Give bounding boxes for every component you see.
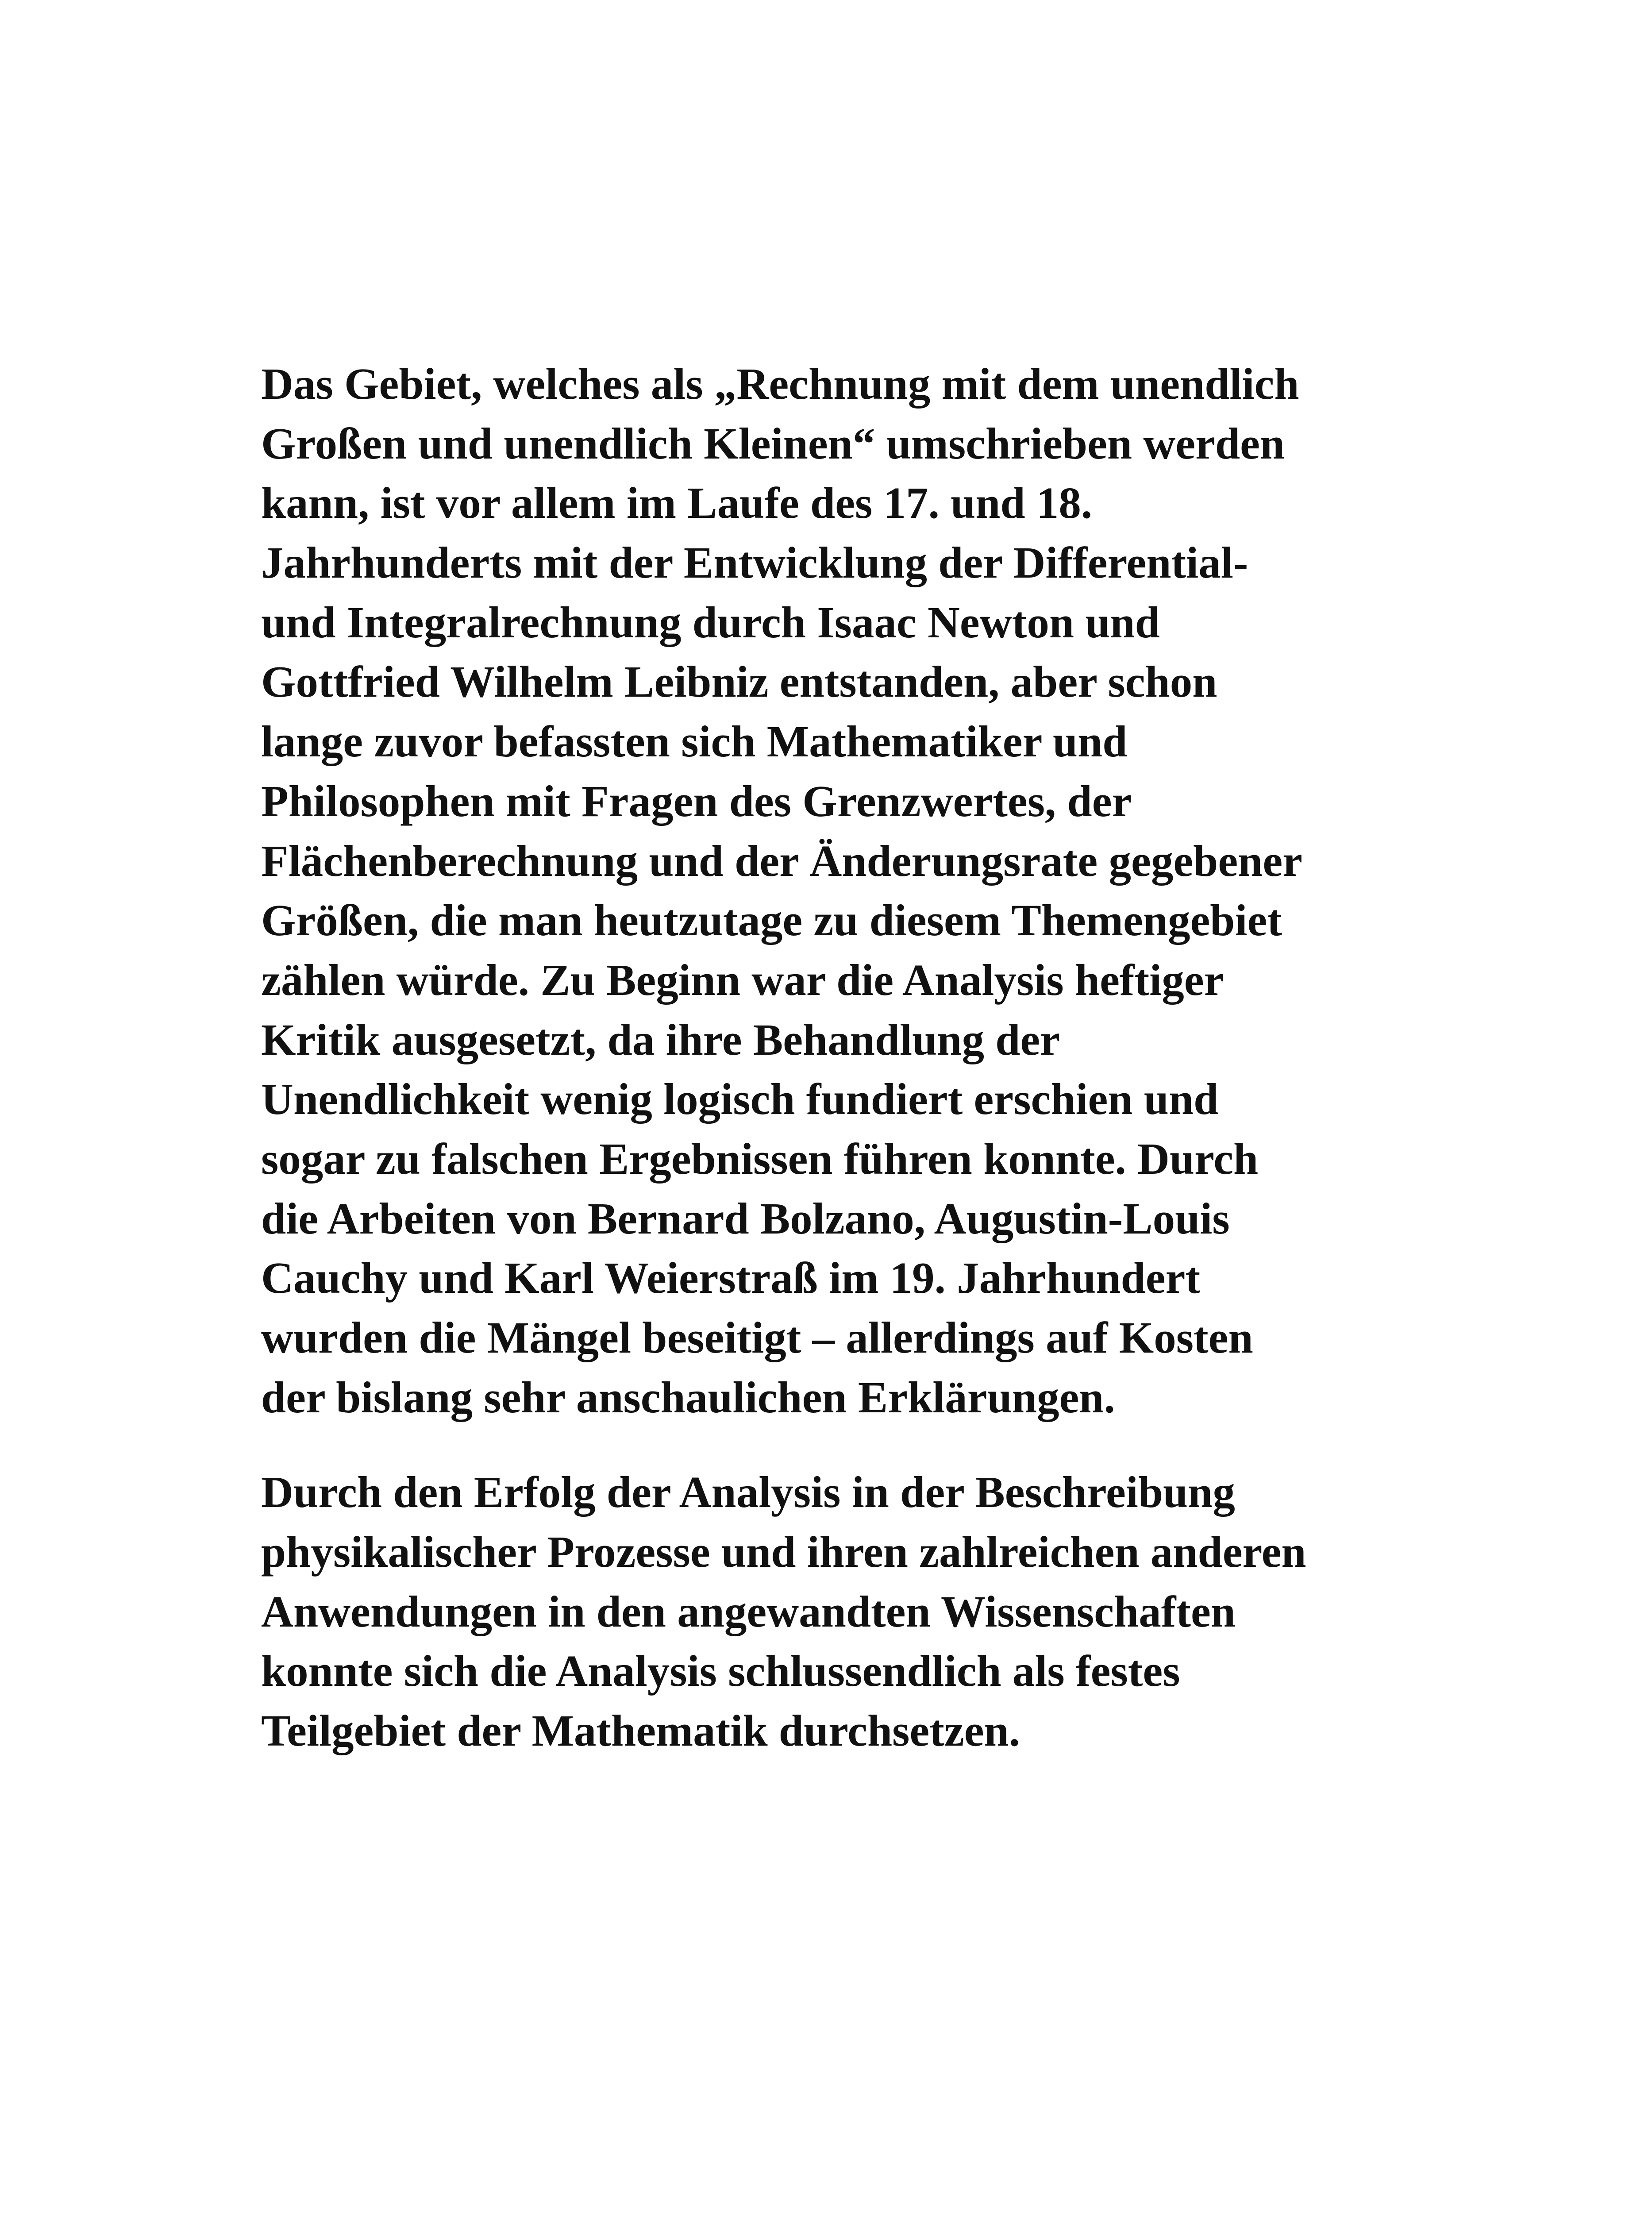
paragraph-2 [261, 1462, 1412, 1760]
text-line: Das Gebiet, welches als „Rechnung mit dem unendlich [261, 359, 1299, 409]
paragraph-1 [261, 354, 1412, 1427]
text-line: sogar zu falschen Ergebnissen führen konnte. Durch [261, 1133, 1259, 1184]
text-line: Philosophen mit Fragen des Grenzwertes, der [261, 776, 1132, 826]
text-line: Anwendungen in den angewandten Wissenschaften [261, 1586, 1236, 1636]
text-line: konnte sich die Analysis schlussendlich als festes [261, 1646, 1180, 1696]
text-line: und Integralrechnung durch Isaac Newton und [261, 597, 1160, 647]
text-line: lange zuvor befassten sich Mathematiker und [261, 717, 1128, 767]
text-line: Durch den Erfolg der Analysis in der Beschreibung [261, 1467, 1235, 1517]
text-line: Großen und unendlich Kleinen“ umschrieben werden [261, 418, 1285, 468]
text-line: Größen, die man heutzutage zu diesem Themengebiet [261, 895, 1282, 945]
text-line: physikalischer Prozesse und ihren zahlreichen anderen [261, 1527, 1306, 1577]
body-text [261, 354, 1412, 1761]
text-line: Flächenberechnung und der Änderungsrate gegebener [261, 836, 1302, 886]
text-line: Gottfried Wilhelm Leibniz entstanden, aber schon [261, 657, 1217, 707]
text-line: Unendlichkeit wenig logisch fundiert erschien und [261, 1074, 1219, 1124]
text-line: zählen würde. Zu Beginn war die Analysis heftiger [261, 955, 1224, 1005]
text-line: Teilgebiet der Mathematik durchsetzen. [261, 1706, 1020, 1756]
text-line: Kritik ausgesetzt, da ihre Behandlung der [261, 1014, 1060, 1064]
text-line: Jahrhunderts mit der Entwicklung der Differential- [261, 538, 1248, 588]
text-line: der bislang sehr anschaulichen Erklärungen. [261, 1372, 1115, 1422]
text-line: Cauchy und Karl Weierstraß im 19. Jahrhundert [261, 1253, 1201, 1303]
text-line: die Arbeiten von Bernard Bolzano, Augustin-Louis [261, 1193, 1230, 1243]
text-line: kann, ist vor allem im Laufe des 17. und 18. [261, 478, 1093, 528]
text-line: wurden die Mängel beseitigt – allerdings auf Kosten [261, 1313, 1253, 1362]
paragraph-spacer [261, 1427, 1412, 1462]
